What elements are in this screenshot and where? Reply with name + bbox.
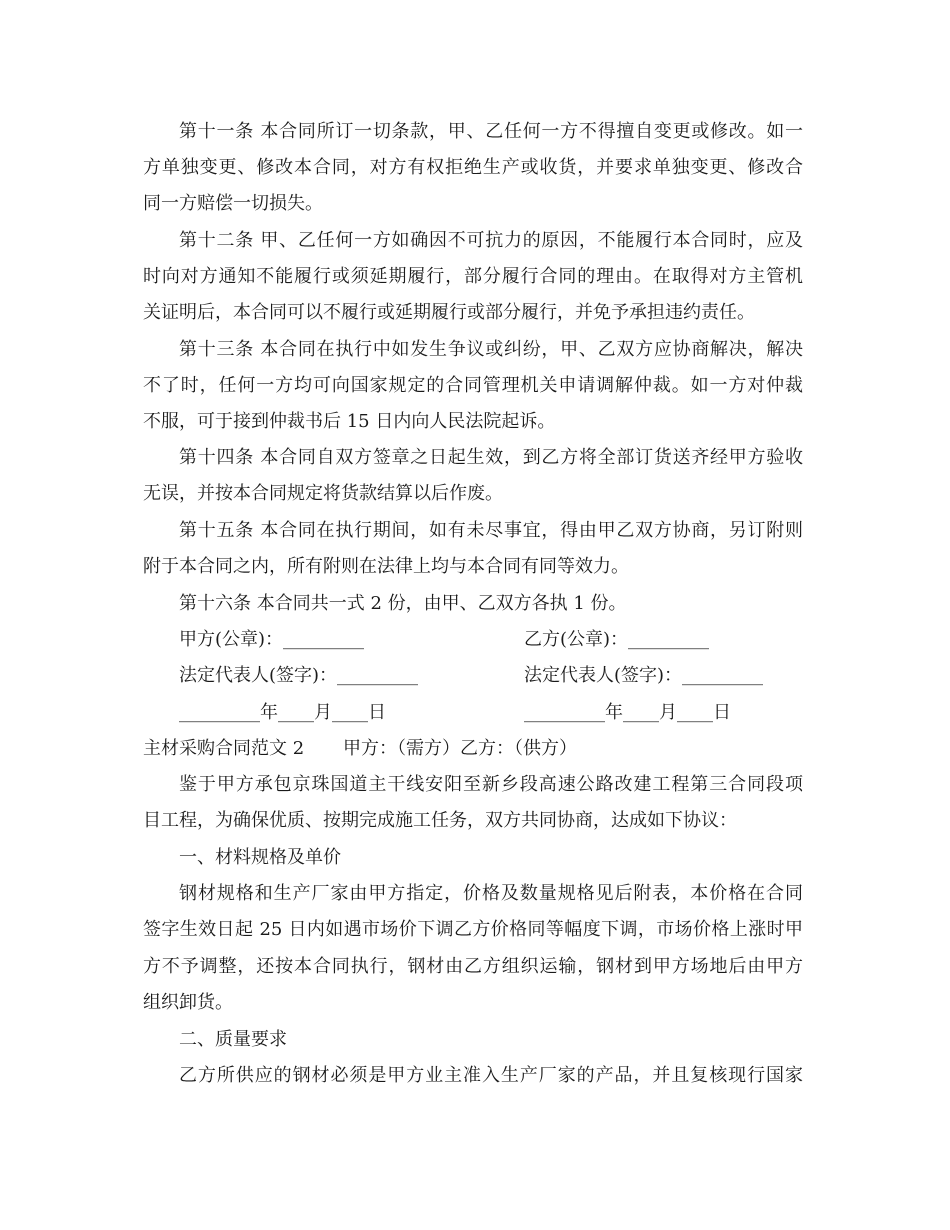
article-15-line-2: 附于本合同之内，所有附则在法律上均与本合同有同等效力。 [143, 556, 629, 577]
section-1-line-1: 钢材规格和生产厂家由甲方指定，价格及数量规格见后附表，本价格在合同 [179, 883, 803, 904]
article-14-line-1: 第十四条 本合同自双方签章之日起生效，到乙方将全部订货送齐经甲方验收 [179, 447, 803, 468]
party-a-seal: 甲方(公章)：_________ [179, 629, 365, 650]
article-11-line-1: 第十一条 本合同所订一切条款，甲、乙任何一方不得擅自变更或修改。如一 [179, 121, 803, 142]
contract-2-title: 主材采购合同范文 2 [143, 738, 305, 759]
article-14-line-2: 无误，并按本合同规定将货款结算以后作废。 [143, 483, 503, 504]
article-13-line-3: 不服，可于接到仲裁书后 15 日内向人民法院起诉。 [143, 411, 556, 432]
article-15-line-1: 第十五条 本合同在执行期间，如有未尽事宜，得由甲乙双方协商，另订附则 [179, 520, 803, 541]
section-1-heading: 一、材料规格及单价 [179, 847, 341, 868]
section-1-line-3: 方不予调整，还按本合同执行，钢材由乙方组织运输，钢材到甲方场地后由甲方 [143, 956, 803, 977]
party-a-date: _________年____月____日 [179, 702, 386, 723]
article-12-line-2: 时向对方通知不能履行或须延期履行，部分履行合同的理由。在取得对方主管机 [143, 266, 803, 287]
party-a-representative: 法定代表人(签字)：_________ [179, 665, 419, 686]
preamble-line-2: 目工程，为确保优质、按期完成施工任务，双方共同协商，达成如下协议： [143, 810, 737, 831]
section-1-line-2: 签字生效日起 25 日内如遇市场价下调乙方价格同等幅度下调，市场价格上涨时甲 [143, 919, 803, 940]
article-12-line-1: 第十二条 甲、乙任何一方如确因不可抗力的原因，不能履行本合同时，应及 [179, 230, 803, 251]
party-b-representative: 法定代表人(签字)：_________ [524, 665, 764, 686]
article-11-line-3: 同一方赔偿一切损失。 [143, 193, 323, 214]
section-1-line-4: 组织卸货。 [143, 992, 233, 1013]
party-b-date: _________年____月____日 [524, 702, 731, 723]
preamble-line-1: 鉴于甲方承包京珠国道主干线安阳至新乡段高速公路改建工程第三合同段项 [179, 774, 803, 795]
section-2-heading: 二、质量要求 [179, 1029, 287, 1050]
article-16-line-1: 第十六条 本合同共一式 2 份，由甲、乙双方各执 1 份。 [179, 593, 627, 614]
article-12-line-3: 关证明后，本合同可以不履行或延期履行或部分履行，并免予承担违约责任。 [143, 302, 755, 323]
section-2-line-1: 乙方所供应的钢材必须是甲方业主准入生产厂家的产品，并且复核现行国家 [179, 1065, 803, 1086]
contract-2-parties: 甲方：（需方）乙方：（供方） [343, 738, 577, 759]
party-b-seal: 乙方(公章)：_________ [524, 629, 710, 650]
article-13-line-1: 第十三条 本合同在执行中如发生争议或纠纷，甲、乙双方应协商解决，解决 [179, 339, 803, 360]
article-13-line-2: 不了时，任何一方均可向国家规定的合同管理机关申请调解仲裁。如一方对仲裁 [143, 375, 803, 396]
article-11-line-2: 方单独变更、修改本合同，对方有权拒绝生产或收货，并要求单独变更、修改合 [143, 157, 803, 178]
